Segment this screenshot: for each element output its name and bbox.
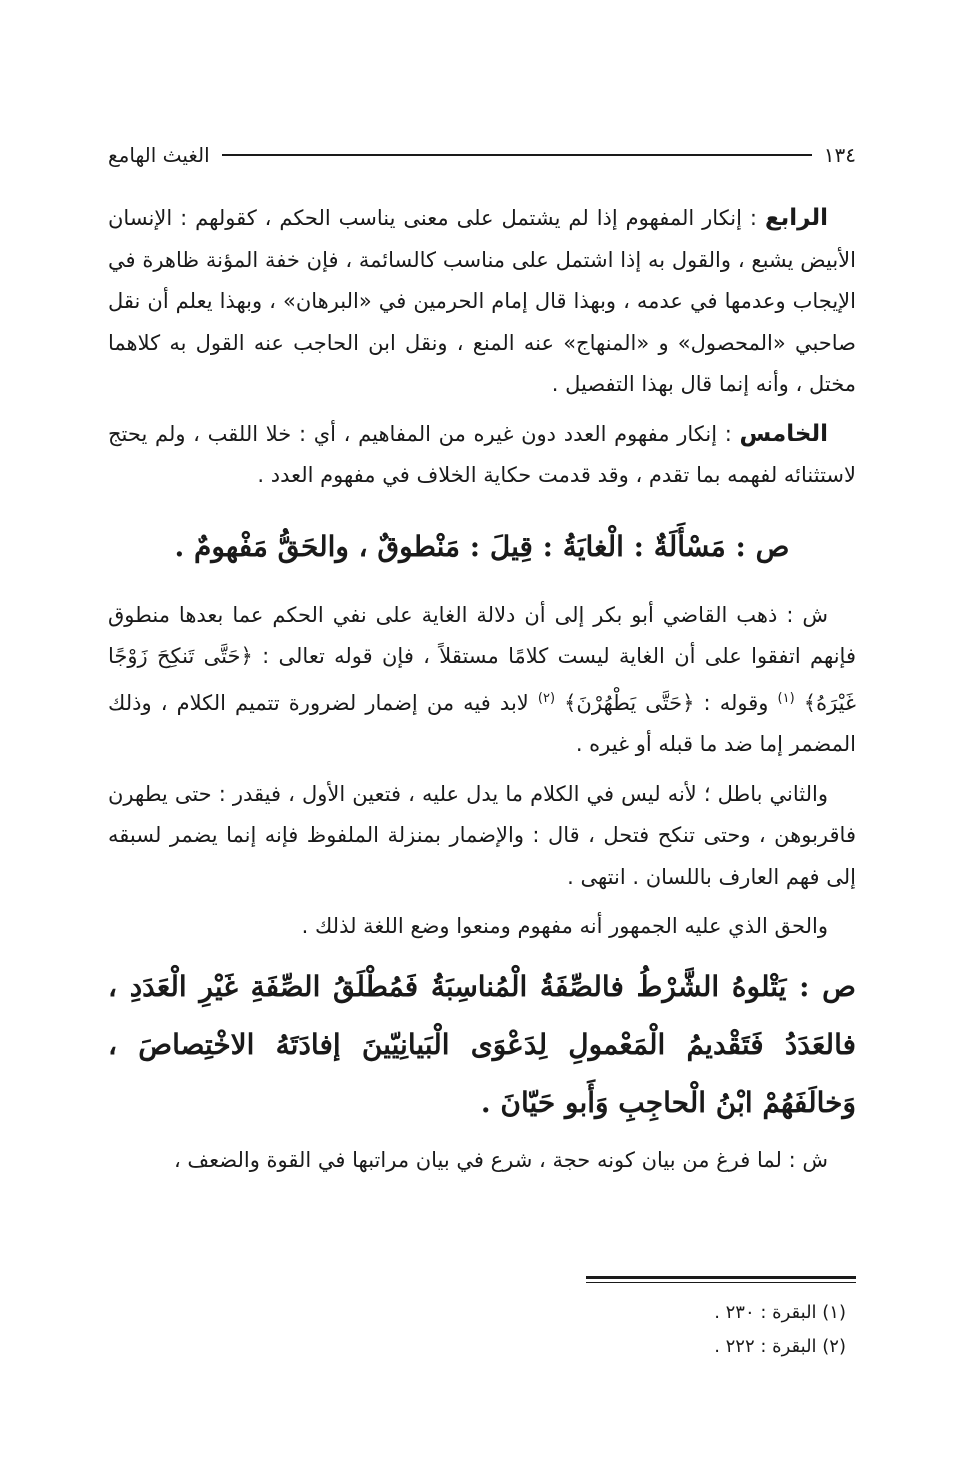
sharh-text: ش : ذهب القاضي أبو بكر إلى أن دلالة الغاية على نفي الحكم عما بعدها منطوق فإنهم اتفقوا على أن الغاية ليست كلامًا مستقلاً ، فإن قوله تعالى : ﴿حَتَّى تَنكِحَ زَوْجًا غَيْرَهُ﴾ <box>108 602 856 715</box>
header-rule <box>222 154 812 156</box>
main-text <box>108 198 856 1189</box>
sharh-paragraph: والثاني باطل ؛ لأنه ليس في الكلام ما يدل عليه ، فتعين الأول ، فيقدر : حتى يطهرن فاقربوهن ، وحتى تنكح فتحل ، قال : والإضمار بمنزلة الملفوظ فإنه إنما يضمر لسبقه إلى فهم العارف باللسان . انتهى . <box>108 781 856 889</box>
matn-heading: ص : مَسْأَلَةٌ : الْغايَةُ : قِيلَ : مَنْطوقٌ ، والحَقُّ مَفْهومٌ . <box>174 529 790 563</box>
page-number: ١٣٤ <box>823 143 856 167</box>
footnote-ref: (٢) <box>537 690 556 706</box>
paragraph-fourth <box>108 198 856 406</box>
running-header <box>108 138 856 172</box>
footnote: (٢) البقرة : ٢٢٢ . <box>714 1336 846 1357</box>
paragraph-lead: الرابع <box>764 205 828 231</box>
sharh-text: وقوله : ﴿حَتَّى يَطْهُرْنَ﴾ <box>564 690 778 715</box>
footnote-divider <box>586 1276 856 1279</box>
paragraph-text: : إنكار المفهوم إذا لم يشتمل على معنى يناسب الحكم ، كقولهم : الإنسان الأبيض يشبع ، والقول به إذا اشتمل على مناسب كالسائمة ، فإن خفة المؤنة ظاهرة في الإيجاب وعدمها في عدمه ، وبهذا قال إمام الحرمين في «البرهان» ، وبهذا يعلم أن نقل صاحبي «المحصول» و «المنهاج» عنه المنع ، ونقل ابن الحاجب عنه القول به كلاهما مختل ، وأنه إنما قال بهذا التفصيل . <box>108 206 856 396</box>
sharh-paragraph <box>108 595 856 766</box>
sharh-text: لابد فيه من إضمار لضرورة تتميم الكلام ، وذلك المضمر إما ضد ما قبله أو غيره . <box>108 690 856 756</box>
paragraph-text: : إنكار مفهوم العدد دون غيره من المفاهيم ، أي : خلا اللقب ، ولم يحتج لاستثنائه لفهمه بما تقدم ، وقد قدمت حكاية الخلاف في مفهوم العدد . <box>108 421 856 487</box>
sharh-paragraph: والحق الذي عليه الجمهور أنه مفهوم ومنعوا وضع اللغة لذلك . <box>301 914 828 938</box>
footnote: (١) البقرة : ٢٣٠ . <box>714 1302 846 1323</box>
footnotes <box>346 1296 846 1364</box>
paragraph-lead: الخامس <box>739 420 828 447</box>
footnote-divider-thin <box>586 1282 856 1283</box>
footnote-ref: (١) <box>777 690 795 706</box>
paragraph-fifth <box>108 414 856 497</box>
sharh-paragraph: ش : لما فرغ من بيان كونه حجة ، شرع في بيان مراتبها في القوة والضعف ، <box>173 1147 828 1172</box>
matn-block: ص : يَتْلوهُ الشَّرْطُ فالصِّفَةُ الْمُناسِبَةُ فَمُطْلَقُ الصِّفَةِ غَيْرِ الْعَدَدِ ، فالعَدَدُ فَتَقْديمُ الْمَعْمولِ لِدَعْوَى الْبَيانِيّينَ إفادَتَهُ الاخْتِصاصَ ، وَخالَفَهُمْ ابْنُ الْحاجِبِ وَأَبو حَيّانَ . <box>108 969 856 1119</box>
book-title: الغيث الهامع <box>108 143 210 167</box>
